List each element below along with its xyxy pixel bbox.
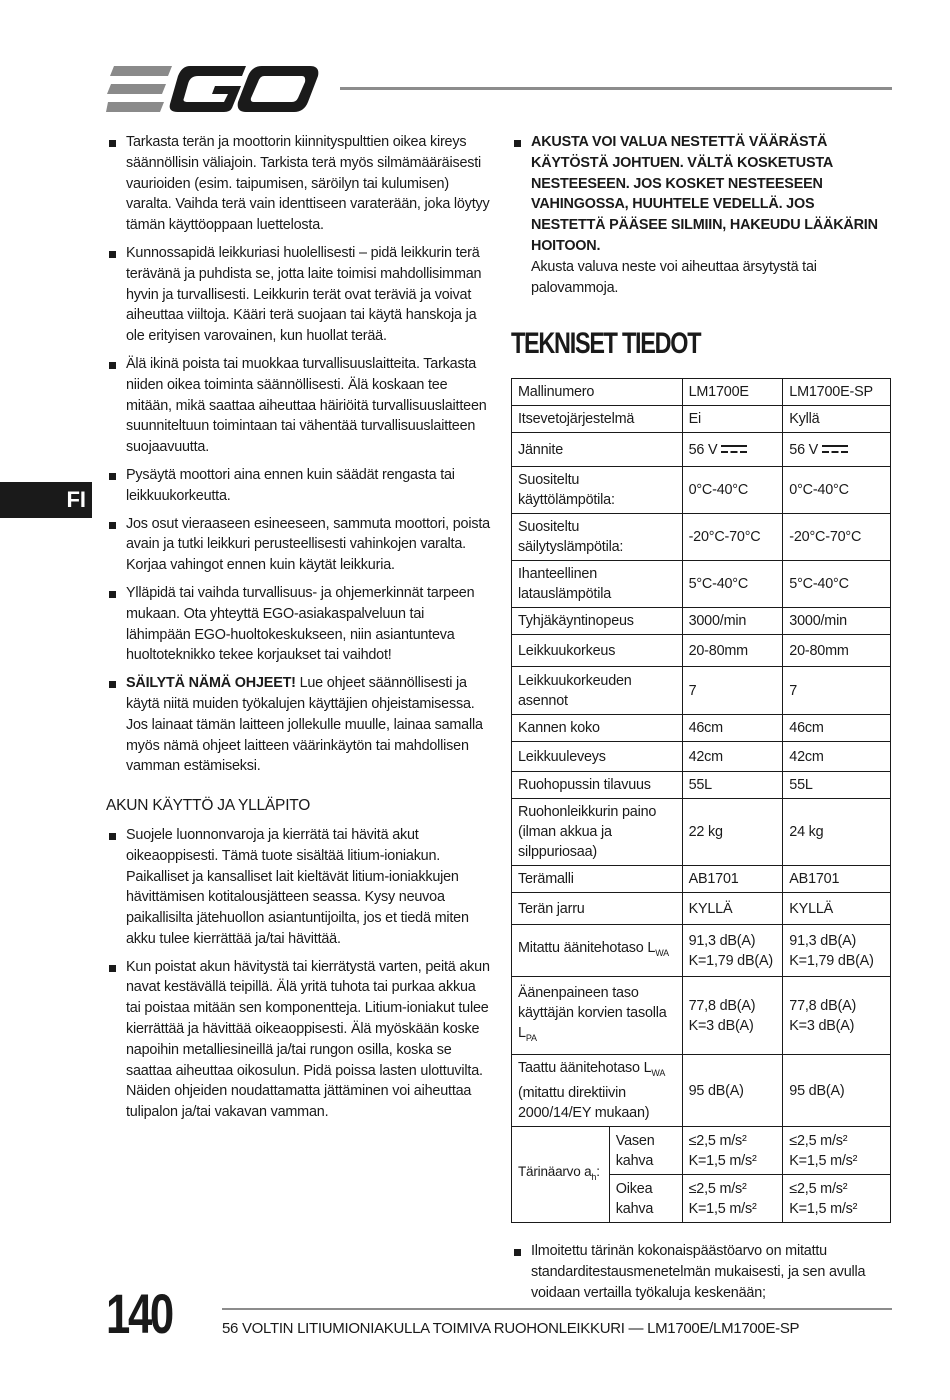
spec-label <box>512 667 683 715</box>
list-item: Tarkasta terän ja moottorin kiinnityspulttien oikea kireys säännöllisin väliajoin. Tarkista terä myös silmämääräisesti vaurioiden (esim. taipumisen, säröilyn tai kulumisen) varalta. Vaihda terä vain identtiseen varaterään, joka löytyy tämän käyttöoppaan luettelosta. <box>106 132 492 236</box>
spec-label <box>512 514 683 561</box>
cell-text: 5°C-40°C <box>789 576 849 593</box>
cell-text: AB1701 <box>789 871 840 888</box>
cell-text: (mitattu direktiivin 2000/14/EY mukaan) <box>518 1085 650 1122</box>
warning-list <box>511 132 891 298</box>
vibration-note: Ilmoitettu tärinän kokonaispäästöarvo on mitattu standarditestausmenetelmän mukaisesti, ja sen avulla voidaan vertailla työkaluja keskenään; <box>511 1241 891 1303</box>
cell-text: 55L <box>789 777 813 794</box>
spec-value-lm1700e <box>682 1175 783 1223</box>
cell-text: Terän jarru <box>518 900 585 917</box>
spec-value-lm1700e <box>682 514 783 561</box>
cell-text: 91,3 dB(A) <box>688 932 756 949</box>
table-row <box>512 635 891 667</box>
spec-table <box>511 378 891 1223</box>
cell-text: Mitattu äänitehotaso L <box>518 940 656 957</box>
table-row <box>512 561 891 608</box>
spec-value-lm1700e <box>682 561 783 608</box>
subscript-text: WA <box>651 1068 666 1079</box>
spec-value-lm1700e <box>682 667 783 715</box>
spec-value-lm1700e <box>682 772 783 799</box>
spec-label <box>512 379 683 406</box>
spec-value-lm1700e-sp <box>783 977 891 1055</box>
spec-label <box>512 433 683 467</box>
cell-text: : <box>596 1164 600 1180</box>
cell-text: 42cm <box>688 748 723 765</box>
battery-warning <box>511 132 891 298</box>
list-item: Pysäytä moottori aina ennen kuin säädät rengasta tai leikkuukorkeutta. <box>106 465 492 507</box>
cell-text: Ruohonleikkurin paino (ilman akkua ja silppuriosaa) <box>518 804 657 861</box>
cell-text: 0°C-40°C <box>789 482 849 499</box>
language-tab: FI <box>0 482 92 518</box>
cell-text: K=1,5 m/s² <box>789 1152 858 1169</box>
left-column <box>106 132 492 1130</box>
cell-text: Mallinumero <box>518 384 595 401</box>
cell-text: Äänenpaineen taso käyttäjän korvien tasolla L <box>518 985 667 1042</box>
spec-label <box>512 561 683 608</box>
cell-text: 91,3 dB(A) <box>789 932 857 949</box>
subscript-text: h <box>591 1172 597 1183</box>
spec-value-lm1700e <box>682 1127 783 1175</box>
spec-value-lm1700e-sp <box>783 1055 891 1127</box>
cell-text: 22 kg <box>688 824 723 841</box>
cell-text: 42cm <box>789 748 824 765</box>
cell-text: Ihanteellinen latauslämpötila <box>518 566 611 603</box>
cell-text: 7 <box>789 682 798 699</box>
list-item: Älä ikinä poista tai muokkaa turvallisuuslaitteita. Tarkasta niiden oikea toiminta säännöllisesti. Älä koskaan tee mitään, mikä saattaa aiheuttaa häiriöitä turvallisuuslaitteen suunniteltuun toimintaan tai vähentää turvallisuuslaitteen suojaavuutta. <box>106 354 492 458</box>
spec-value-lm1700e-sp <box>783 772 891 799</box>
spec-label <box>512 608 683 635</box>
warning-bold: AKUSTA VOI VALUA NESTETTÄ VÄÄRÄSTÄ KÄYTÖSTÄ JOHTUEN. VÄLTÄ KOSKETUSTA NESTEESEEN. JOS KOSKET NESTEESEEN VAHINGOSSA, HUUHTELE VEDELLÄ. JOS NESTETTÄ PÄÄSEE SILMIIN, HAKEUDU LÄÄKÄRIN HOITOON. <box>531 134 878 254</box>
table-row <box>512 433 891 467</box>
spec-label <box>512 866 683 893</box>
cell-text: Tyhjäkäyntinopeus <box>518 613 634 630</box>
cell-text: 7 <box>688 682 697 699</box>
cell-text: Oikea kahva <box>615 1180 654 1217</box>
footer-rule <box>222 1308 892 1310</box>
list-item-keep-instructions <box>106 673 492 777</box>
list-item: Kunnossapidä leikkuriasi huolellisesti – pidä leikkurin terä terävänä ja puhdista se, jotta laite toimisi mahdollisimman hyvin ja turvallisesti. Leikkurin terät ovat teräviä ja voivat aiheuttaa viiltoja. Kääri terä suojaan tai käytä hanskoja ja ole erityisen varovainen, kun huollat terää. <box>106 243 492 347</box>
warning-text: Akusta valuva neste voi aiheuttaa ärsytystä tai palovammoja. <box>531 258 817 296</box>
spec-value-lm1700e <box>682 467 783 514</box>
cell-text: Taattu äänitehotaso L <box>518 1060 652 1077</box>
cell-text: 56 V <box>688 441 718 458</box>
spec-value-lm1700e-sp <box>783 561 891 608</box>
cell-text: AB1701 <box>688 871 739 888</box>
cell-text: Terämalli <box>518 871 574 888</box>
cell-text: 46cm <box>688 720 723 737</box>
right-column <box>511 132 891 1311</box>
spec-label <box>512 1127 610 1223</box>
spec-label <box>512 1055 683 1127</box>
spec-label <box>512 406 683 433</box>
table-row <box>512 1127 891 1175</box>
cell-text: Suositeltu säilytyslämpötila: <box>518 519 624 556</box>
spec-sublabel <box>609 1175 682 1223</box>
cell-text: K=1,5 m/s² <box>789 1200 858 1217</box>
cell-text: 3000/min <box>789 613 847 630</box>
cell-text: 20-80mm <box>688 642 748 659</box>
cell-text: 24 kg <box>789 824 824 841</box>
cell-text: K=1,79 dB(A) <box>688 952 773 969</box>
dc-symbol-icon <box>822 444 848 454</box>
cell-text: Suositeltu käyttölämpötila: <box>518 472 615 509</box>
cell-text: 95 dB(A) <box>789 1082 845 1099</box>
table-row <box>512 514 891 561</box>
spec-value-lm1700e-sp <box>783 379 891 406</box>
table-row <box>512 379 891 406</box>
table-row <box>512 1055 891 1127</box>
cell-text: Ei <box>688 411 701 428</box>
cell-text: Jännite <box>518 441 564 458</box>
list-item: Jos osut vieraaseen esineeseen, sammuta moottori, poista avain ja tutki leikkuri perusteellisesti vahinkojen varalta. Korjaa vahingot ennen kuin käytät leikkuria. <box>106 514 492 576</box>
spec-sublabel <box>609 1127 682 1175</box>
cell-text: 3000/min <box>688 613 747 630</box>
table-row <box>512 667 891 715</box>
cell-text: Tärinäarvo a <box>518 1164 592 1180</box>
spec-label <box>512 772 683 799</box>
spec-value-lm1700e <box>682 379 783 406</box>
cell-text: K=1,5 m/s² <box>688 1152 757 1169</box>
cell-text: 20-80mm <box>789 642 849 659</box>
cell-text: K=1,79 dB(A) <box>789 952 874 969</box>
spec-heading: TEKNISET TIEDOT <box>511 327 701 361</box>
subscript-text: PA <box>525 1033 537 1044</box>
spec-value-lm1700e-sp <box>783 433 891 467</box>
spec-label <box>512 635 683 667</box>
cell-text: 95 dB(A) <box>688 1082 744 1099</box>
table-row <box>512 467 891 514</box>
spec-label <box>512 977 683 1055</box>
spec-value-lm1700e <box>682 608 783 635</box>
spec-label <box>512 715 683 742</box>
table-row <box>512 742 891 772</box>
cell-text: 5°C-40°C <box>688 576 749 593</box>
spec-value-lm1700e <box>682 715 783 742</box>
table-row <box>512 715 891 742</box>
cell-text: Leikkuukorkeuden asennot <box>518 672 632 709</box>
spec-value-lm1700e-sp <box>783 406 891 433</box>
spec-value-lm1700e <box>682 406 783 433</box>
spec-value-lm1700e-sp <box>783 866 891 893</box>
spec-value-lm1700e-sp <box>783 893 891 925</box>
cell-text: Leikkuukorkeus <box>518 642 616 659</box>
maintenance-list <box>106 132 492 777</box>
spec-value-lm1700e-sp <box>783 925 891 977</box>
cell-text: K=3 dB(A) <box>789 1017 855 1034</box>
cell-text: ≤2,5 m/s² <box>688 1132 747 1149</box>
table-row <box>512 772 891 799</box>
cell-text: K=1,5 m/s² <box>688 1200 757 1217</box>
spec-label <box>512 893 683 925</box>
dc-symbol-icon <box>721 444 747 454</box>
cell-text: LM1700E <box>688 384 749 401</box>
spec-value-lm1700e <box>682 977 783 1055</box>
spec-label <box>512 742 683 772</box>
cell-text: LM1700E-SP <box>789 384 873 401</box>
spec-value-lm1700e-sp <box>783 667 891 715</box>
spec-value-lm1700e-sp <box>783 1127 891 1175</box>
list-item: Ylläpidä tai vaihda turvallisuus- ja ohjemerkinnät tarpeen mukaan. Ota yhteyttä EGO-asiakaspalveluun tai lähimpään EGO-huoltokeskukseen, niin asiantunteva huoltoteknikko tekee korjaukset tai vaihdot! <box>106 583 492 666</box>
spec-value-lm1700e <box>682 742 783 772</box>
spec-value-lm1700e-sp <box>783 635 891 667</box>
cell-text: ≤2,5 m/s² <box>789 1132 848 1149</box>
cell-text: 55L <box>688 777 712 794</box>
cell-text: KYLLÄ <box>789 900 834 917</box>
table-row <box>512 866 891 893</box>
spec-value-lm1700e-sp <box>783 799 891 866</box>
battery-list <box>106 825 492 1123</box>
page-number: 140 <box>106 1282 172 1345</box>
spec-value-lm1700e <box>682 925 783 977</box>
cell-text: 0°C-40°C <box>688 482 749 499</box>
table-row <box>512 893 891 925</box>
spec-label <box>512 925 683 977</box>
header-rule <box>340 87 892 90</box>
spec-value-lm1700e-sp <box>783 467 891 514</box>
spec-value-lm1700e <box>682 1055 783 1127</box>
spec-value-lm1700e <box>682 866 783 893</box>
table-row <box>512 925 891 977</box>
cell-text: Itsevetojärjestelmä <box>518 411 635 428</box>
table-row <box>512 977 891 1055</box>
spec-value-lm1700e <box>682 433 783 467</box>
cell-text: Leikkuuleveys <box>518 748 606 765</box>
spec-label <box>512 799 683 866</box>
cell-text: Kannen koko <box>518 720 600 737</box>
cell-text: ≤2,5 m/s² <box>789 1180 848 1197</box>
cell-text: 46cm <box>789 720 824 737</box>
spec-value-lm1700e-sp <box>783 608 891 635</box>
cell-text: 77,8 dB(A) <box>789 997 857 1014</box>
cell-text: KYLLÄ <box>688 900 733 917</box>
spec-value-lm1700e <box>682 799 783 866</box>
ego-logo <box>106 64 320 114</box>
list-item: Suojele luonnonvaroja ja kierrätä tai hävitä akut oikeaoppisesti. Tämä tuote sisältää litium-ioniakun. Paikalliset ja kansalliset lait kieltävät litium-ioniakkujen hävittämisen kotitalousjätteen seassa. Kysy neuvoa paikallisilta jätehuollon asiantuntijoilta, jos et tiedä miten akku tulee kierrättää ja/tai hävittää. <box>106 825 492 950</box>
spec-value-lm1700e-sp <box>783 514 891 561</box>
spec-value-lm1700e <box>682 893 783 925</box>
cell-text: Vasen kahva <box>615 1132 655 1169</box>
cell-text: ≤2,5 m/s² <box>688 1180 747 1197</box>
cell-text: Ruohopussin tilavuus <box>518 777 651 794</box>
cell-text: 77,8 dB(A) <box>688 997 756 1014</box>
footer-title: 56 VOLTIN LITIUMIONIAKULLA TOIMIVA RUOHONLEIKKURI — LM1700E/LM1700E-SP <box>222 1320 800 1337</box>
subscript-text: WA <box>655 948 669 959</box>
cell-text: -20°C-70°C <box>789 529 862 546</box>
spec-label <box>512 467 683 514</box>
cell-text: 56 V <box>789 441 819 458</box>
table-row <box>512 608 891 635</box>
list-item: Kun poistat akun hävitystä tai kierrätystä varten, peitä akun navat kestävällä teipillä. Älä yritä tuhota tai purkaa akkua tai poistaa mitään sen komponentteja. Litium-ioniakut tulee kierrättää ja hävittää oikeaoppisesti. Älä myöskään koske napoihin metalliesineillä ja/tai rungon osilla, koska se saattaa aiheuttaa oikosulun. Pidä poissa lasten ulottuvilta. Näiden ohjeiden noudattamatta jättäminen voi aiheuttaa tulipalon ja/tai vakavan vamman. <box>106 957 492 1123</box>
table-row <box>512 799 891 866</box>
cell-text: Kyllä <box>789 411 820 428</box>
spec-value-lm1700e-sp <box>783 715 891 742</box>
keep-instructions-bold: SÄILYTÄ NÄMÄ OHJEET! <box>126 675 296 692</box>
keep-instructions-text: Lue ohjeet säännöllisesti ja käytä niitä muiden työkalujen käyttäjien ohjeistamisessa. Jos lainaat tämän laitteen jollekulle muulle, lainaa samalla myös nämä ohjeet laitteen väärinkäytön tai mahdollisen vamman estämiseksi. <box>126 675 483 775</box>
cell-text: K=3 dB(A) <box>688 1017 754 1034</box>
section-heading-battery: AKUN KÄYTTÖ JA YLLÄPITO <box>106 797 311 815</box>
spec-value-lm1700e <box>682 635 783 667</box>
spec-value-lm1700e-sp <box>783 1175 891 1223</box>
table-row <box>512 406 891 433</box>
note-list <box>511 1241 891 1303</box>
cell-text: -20°C-70°C <box>688 529 761 546</box>
spec-value-lm1700e-sp <box>783 742 891 772</box>
